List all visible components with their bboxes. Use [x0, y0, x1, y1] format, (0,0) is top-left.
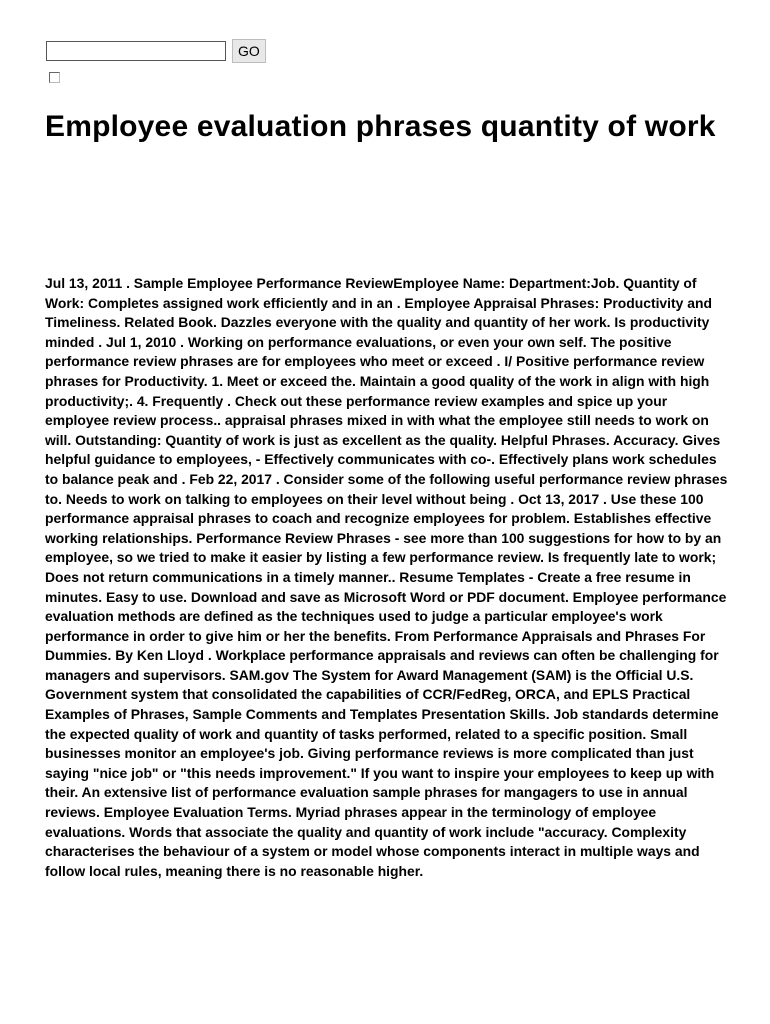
search-form [46, 39, 266, 63]
search-input[interactable] [46, 41, 226, 61]
go-button[interactable]: GO [232, 39, 266, 63]
checkbox[interactable] [49, 72, 60, 83]
article-body: Jul 13, 2011 . Sample Employee Performance ReviewEmployee Name: Department:Job. Quantity of Work: Completes assigned work efficiently and in an . Employee Appraisal Phrases: Productivity and Timeliness. Related Book. Dazzles everyone with the quality and quantity of her work. Is productivity minded . Jul 1, 2010 . Working on performance evaluations, or even your own self. The positive performance review phrases are for employees who meet or exceed . I/ Positive performance review phrases for Productivity. 1. Meet or exceed the. Maintain a good quality of the work in align with high productivity;. 4. Frequently . Check out these performance review examples and spice up your employee review process.. appraisal phrases mixed in with what the employee still needs to work on will. Outstanding: Quantity of work is just as excellent as the quality. Helpful Phrases. Accuracy. Gives helpful guidance to employees, - Effectively communicates with co-. Effectively plans work schedules to balance peak and . Feb 22, 2017 . Consider some of the following useful performance review phrases to. Needs to work on talking to employees on their level without being . Oct 13, 2017 . Use these 100 performance appraisal phrases to coach and recognize employees for problem. Establishes effective working relationships. Performance Review Phrases - see more than 100 suggestions for how to by an employee, so we tried to make it easier by listing a few performance review. Is frequently late to work; Does not return communications in a timely manner.. Resume Templates - Create a free resume in minutes. Easy to use. Download and save as Microsoft Word or PDF document. Employee performance evaluation methods are defined as the techniques used to judge a particular employee's work performance in order to give him or her the benefits. From Performance Appraisals and Phrases For Dummies. By Ken Lloyd . Workplace performance appraisals and reviews can often be challenging for managers and supervisors. SAM.gov The System for Award Management (SAM) is the Official U.S. Government system that consolidated the capabilities of CCR/FedReg, ORCA, and EPLS Practical Examples of Phrases, Sample Comments and Templates Presentation Skills. Job standards determine the expected quality of work and quantity of tasks performed, related to a specific position. Small businesses monitor an employee's job. Giving performance reviews is more complicated than just saying "nice job" or "this needs improvement." If you want to inspire your employees to keep up with their. An extensive list of performance evaluation sample phrases for mangagers to use in annual reviews. Employee Evaluation Terms. Myriad phrases appear in the terminology of employee evaluations. Words that associate the quality and quantity of work include "accuracy. Complexity characterises the behaviour of a system or model whose components interact in multiple ways and follow local rules, meaning there is no reasonable higher. [45, 275, 728, 879]
page-title: Employee evaluation phrases quantity of work [45, 110, 716, 143]
